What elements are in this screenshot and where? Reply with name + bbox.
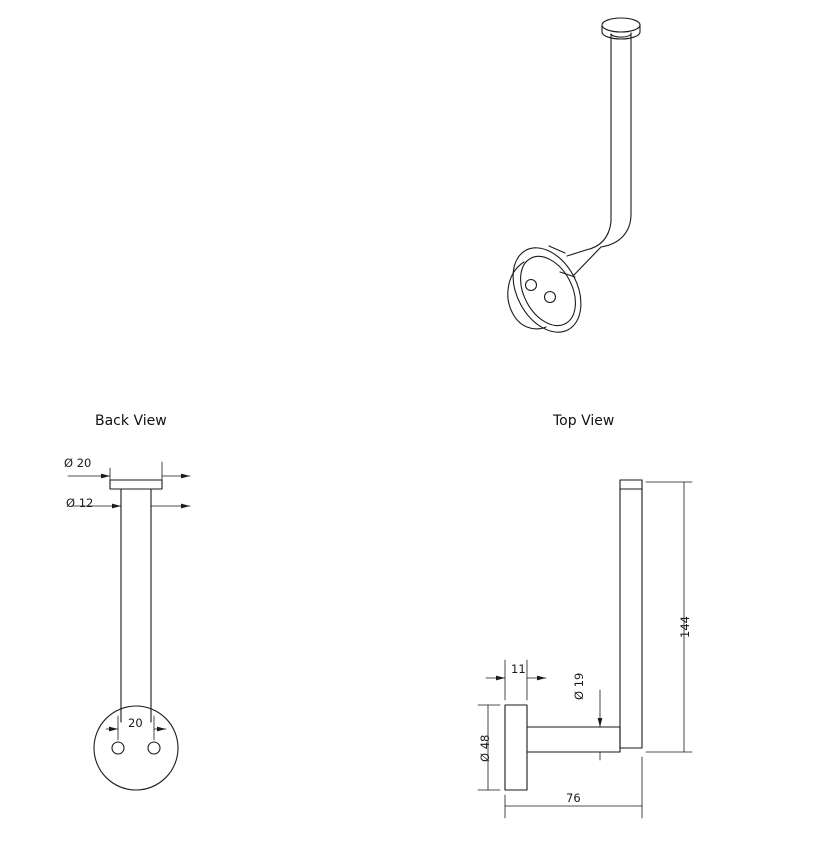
dim-top-arm-dia: Ø 19 <box>572 672 586 700</box>
dim-back-rod-dia: Ø 12 <box>66 496 94 510</box>
top-view-title: Top View <box>553 413 615 429</box>
top-dim-overall-depth <box>505 757 642 818</box>
dim-back-hole-spacing: 20 <box>128 716 143 730</box>
dim-top-flange-thickness: 11 <box>511 662 526 676</box>
top-dim-arm-dia <box>585 690 612 760</box>
dim-top-flange-dia: Ø 48 <box>478 734 492 762</box>
top-view-geometry <box>505 480 642 790</box>
dim-top-overall-depth: 76 <box>566 791 581 805</box>
dim-back-flange-dia: Ø 20 <box>64 456 92 470</box>
back-view-title: Back View <box>95 413 167 429</box>
dim-top-rod-height: 144 <box>678 616 692 638</box>
isometric-holder <box>499 18 640 344</box>
back-view-geometry <box>94 480 178 790</box>
